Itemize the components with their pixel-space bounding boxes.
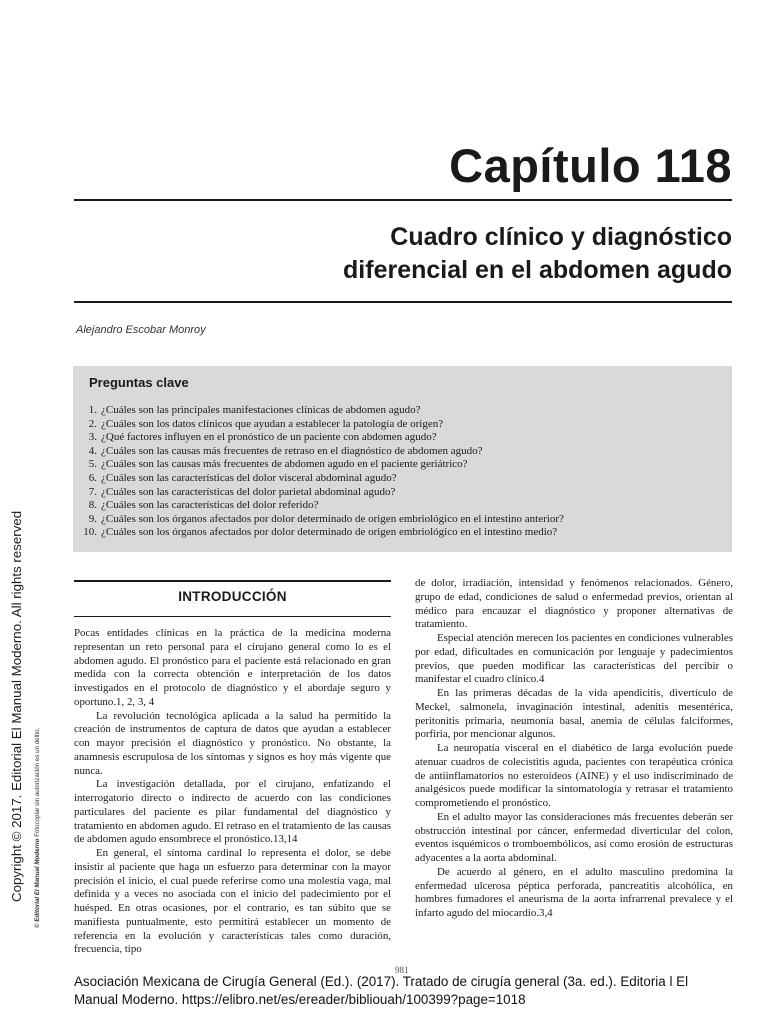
body-paragraph: Pocas entidades clínicas en la práctica de la medicina moderna representan un reto personal para el cirujano general como lo es el abdomen agudo. El pronóstico para el paciente está relacionado en gran medida con la correcta obtención e interpretación de los datos investigados en el protocolo de diagnóstico y el abordaje seguro y oportuno.1, 2, 3, 4 [74,627,391,708]
citation-footer: Asociación Mexicana de Cirugía General (Ed.). (2017). Tratado de cirugía general (3a. ed.). Editoria l El Manual Moderno. https://elibro.net/es/ereader/bibliouah/100399?page=1018 [74,974,689,1007]
question-item [73,404,564,418]
question-number: 5. [88,458,97,471]
question-item [73,458,564,472]
chapter-title: Capítulo 118 [449,139,732,192]
side-photocopy-notice [34,728,41,928]
question-item [73,431,564,445]
question-item [73,513,564,527]
question-item [73,418,564,432]
question-text: ¿Cuáles son los órganos afectados por dolor determinado de origen embriológico en el intestino anterior? [101,512,564,525]
question-number: 10. [83,526,97,539]
question-item [73,486,564,500]
section-heading-introduccion: INTRODUCCIÓN [178,589,287,604]
question-item [73,526,564,540]
question-text: ¿Cuáles son las causas más frecuentes de retraso en el diagnóstico de abdomen agudo? [101,444,483,457]
question-text: ¿Cuáles son las características del dolor visceral abdominal agudo? [101,471,397,484]
question-item [73,445,564,459]
subtitle-line-2: diferencial en el abdomen agudo [343,256,732,284]
question-number: 3. [88,431,97,444]
question-number: 4. [88,444,97,457]
question-text: ¿Cuáles son las causas más frecuentes de abdomen agudo en el paciente geriátrico? [101,458,468,471]
subtitle-line-1: Cuadro clínico y diagnóstico [390,223,732,251]
body-paragraph: Especial atención merecen los pacientes en condiciones vulnerables por edad, dificultades en comunicación por lenguaje y padecimientos previos, que pueden modificar las características del percibir o manifestar el cuadro clínico.4 [415,632,733,686]
body-paragraph: La investigación detallada, por el cirujano, enfatizando el interrogatorio directo o indirecto de acuerdo con las condiciones particulares del paciente es pilar fundamental del diagnóstico y tratamiento en abdomen agudo. El retraso en el tratamiento de las causas de abdomen agudo ensombrece el pronóstico.13,14 [74,778,391,846]
body-paragraph: La revolución tecnológica aplicada a la salud ha permitido la creación de instrumentos de captura de datos que ayudan a establecer con mayor precisión el diagnóstico y pronóstico. No obstante, la anamnesis escrupulosa de los síntomas y signos es hoy más vigente que nunca. [74,709,391,777]
body-paragraph: En el adulto mayor las consideraciones más frecuentes deberán ser obstrucción intestinal por cáncer, enfermedad diverticular del colon, eventos isquémicos o tromboembólicos, así como erosión de estructuras adyacentes a la aorta abdominal. [415,810,733,864]
author-name: Alejandro Escobar Monroy [76,324,206,336]
question-text: ¿Cuáles son los órganos afectados por dolor determinado de origen embriológico en el intestino medio? [101,526,558,539]
question-text: ¿Cuáles son las principales manifestaciones clínicas de abdomen agudo? [101,404,421,416]
question-number: 9. [88,512,97,525]
question-text: ¿Qué factores influyen en el pronóstico de un paciente con abdomen agudo? [101,431,437,444]
question-item [73,472,564,486]
bottom-rule [74,301,732,303]
question-item [73,499,564,513]
key-questions-heading: Preguntas clave [89,375,189,390]
side-notice-text: Fotocopiar sin autorización es un delito. [34,727,41,839]
question-text: ¿Cuáles son las características del dolor parietal abdominal agudo? [101,485,396,498]
body-paragraph: En las primeras décadas de la vida apendicitis, divertículo de Meckel, salmonela, invaginación intestinal, adenitis mesentérica, peritonitis primaria, neumonía basal, anemia de células falciformes, porfiria, por mencionar algunos. [415,687,733,741]
key-questions-box [73,366,732,552]
body-paragraph: En general, el síntoma cardinal lo representa el dolor, se debe insistir al paciente que haga un esfuerzo para determinar con la mayor precisión el inicio, el cual puede referirse como una molestia vaga, mal definida y a veces no asociada con el inicio del padecimiento por el huésped. En otras ocasiones, por el contrario, es tan súbito que se manifiesta puntualmente, esto permitirá establecer un momento de referencia en la evolución y características tales como duración, frecuencia, tipo [74,847,391,956]
question-number: 1. [88,404,97,416]
question-number: 7. [88,485,97,498]
body-column-right [415,577,733,921]
question-number: 2. [88,417,97,430]
side-notice-publisher: © Editorial El Manual Moderno [34,838,41,928]
body-paragraph: De acuerdo al género, en el adulto masculino predomina la enfermedad ulcerosa péptica perforada, pancreatitis alcohólica, en hombres fumadores el aneurisma de la aorta infrarrenal prevalece y el infarto agudo del miocardio.3,4 [415,865,733,919]
page-number: 981 [395,965,409,975]
section-bottom-rule [74,616,391,617]
body-paragraph: La neuropatía visceral en el diabético de larga evolución puede atenuar cuadros de colecistitis aguda, pacientes con terapéutica crónica de antiinflamatorios no esteroideos (AINE) y el uso indiscriminado de analgésicos puede modificar la sintomatología y retrasar el tratamiento comprometiendo el pronóstico. [415,742,733,809]
chapter-subtitle [343,221,732,287]
key-questions-list [73,404,564,540]
question-number: 8. [88,499,97,512]
question-text: ¿Cuáles son los datos clínicos que ayudan a establecer la patología de origen? [101,417,444,430]
side-copyright-notice: Copyright © 2017. Editorial El Manual Moderno. All rights reserved [9,510,24,902]
body-column-left [74,627,391,957]
body-paragraph: de dolor, irradiación, intensidad y fenómenos relacionados. Género, grupo de edad, condiciones de salud o enfermedad previos, orientan al médico para encauzar el diagnóstico y proponer alternativas de tratamiento. [415,577,733,631]
section-top-rule [74,580,391,582]
question-number: 6. [88,471,97,484]
top-rule [74,199,732,201]
question-text: ¿Cuáles son las características del dolor referido? [101,499,319,512]
